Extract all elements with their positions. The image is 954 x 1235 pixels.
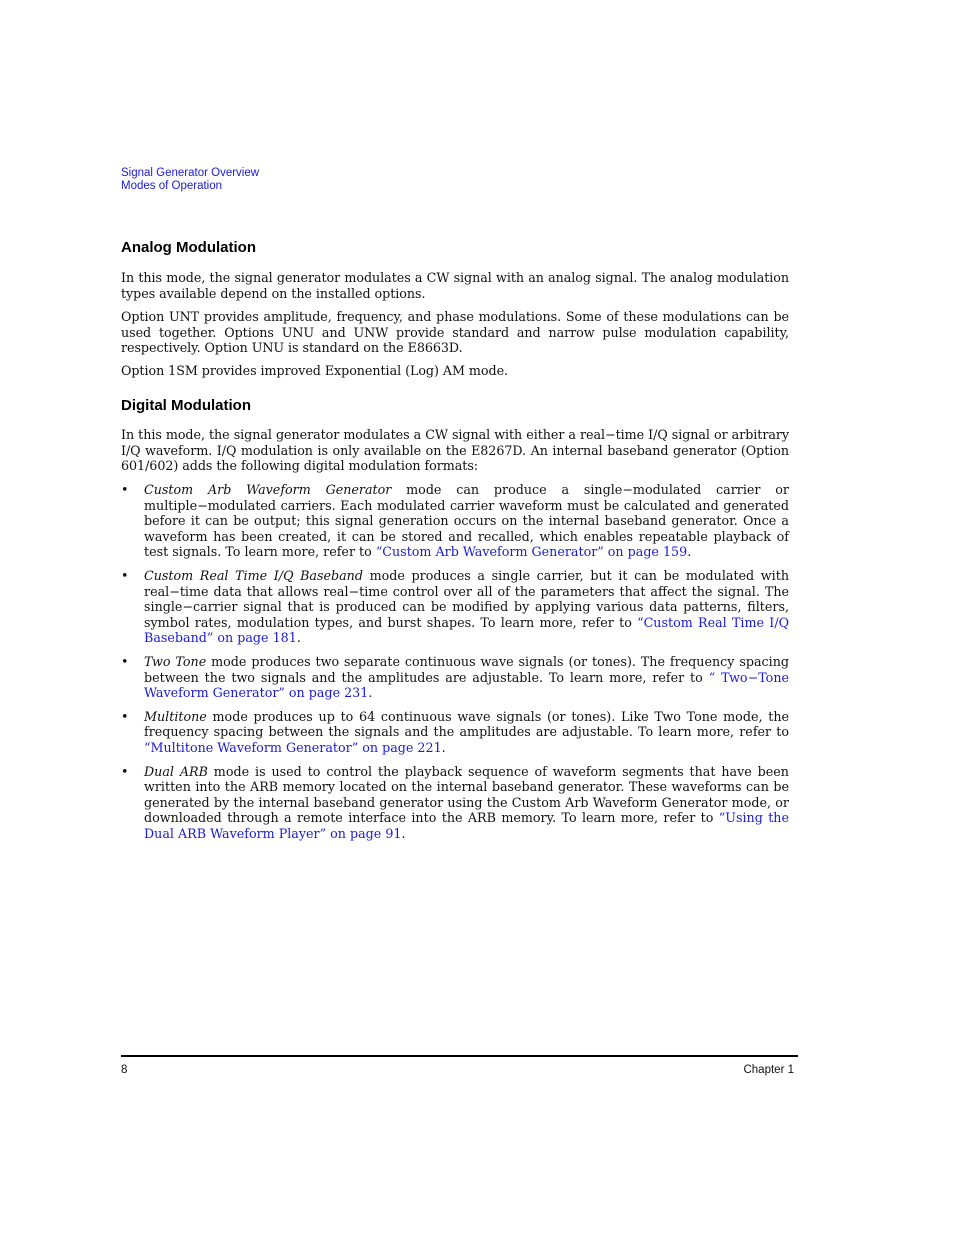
cross-reference-link[interactable]: “Custom Arb Waveform Generator” on page 159: [375, 544, 688, 560]
breadcrumb-link-modes[interactable]: Modes of Operation: [121, 180, 223, 192]
list-item: [121, 709, 789, 756]
bullet-icon: •: [121, 653, 129, 669]
list-item: [121, 654, 789, 701]
list-item: [121, 764, 789, 842]
bullet-icon: •: [121, 763, 129, 779]
sentence-end: .: [368, 685, 373, 701]
analog-section: [121, 239, 789, 257]
mode-term: Two Tone: [144, 653, 207, 669]
mode-description: mode produces two separate continuous wave signals (or tones). The frequency spacing between the two signals and the amplitudes are adjustable. To learn more, refer to: [144, 653, 789, 685]
mode-description: mode is used to control the playback sequence of waveform segments that have been written into the ARB memory located on the internal baseband generator. These waveforms can be generated by the internal baseband generator using the Custom Arb Waveform Generator mode, or downloaded through a remote interface into the ARB memory. To learn more, refer to: [144, 763, 789, 826]
digital-intro-block: [121, 427, 789, 474]
digital-section: [121, 397, 789, 415]
mode-term: Custom Arb Waveform Generator: [144, 482, 392, 497]
chapter-label: Chapter 1: [743, 1064, 794, 1076]
mode-term: Multitone: [144, 708, 207, 724]
sentence-end: .: [296, 630, 301, 646]
list-item: [121, 482, 789, 560]
sentence-end: .: [687, 544, 692, 560]
cross-reference-link[interactable]: “Using the Dual ARB Waveform Player” on page 91: [144, 810, 789, 841]
analog-paragraph-2: Option UNT provides amplitude, frequency, and phase modulations. Some of these modulations can be used together. Options UNU and UNW provide standard and narrow pulse modulation capability, respectively. Option UNU is standard on the E8663D.: [121, 309, 789, 356]
cross-reference-link[interactable]: “ Two−Tone Waveform Generator” on page 231: [144, 669, 789, 701]
analog-body-2: [121, 309, 789, 356]
list-item: [121, 568, 789, 646]
footer-rule: [121, 1055, 798, 1057]
sentence-end: .: [401, 825, 406, 841]
bullet-icon: •: [121, 482, 129, 497]
sentence-end: .: [441, 739, 446, 755]
mode-term: Custom Real Time I/Q Baseband: [144, 567, 363, 583]
cross-reference-link[interactable]: “Multitone Waveform Generator” on page 221: [144, 739, 442, 755]
mode-description: mode produces a single carrier, but it can be modulated with real−time data that allows real−time control over all of the parameters that affect the signal. The single−carrier signal that is produced can be modified by applying various data patterns, filters, symbol rates, modulation types, and burst shapes. To learn more, refer to: [144, 567, 789, 630]
mode-description: mode can produce a single−modulated carrier or multiple−modulated carriers. Each modulated carrier waveform must be calculated and generated before it can be output; this signal generation occurs on the internal baseband generator. Once a waveform has been created, it can be stored and recalled, which enables repeatable playback of test signals. To learn more, refer to: [144, 482, 789, 560]
analog-paragraph-3: Option 1SM provides improved Exponential (Log) AM mode.: [121, 363, 509, 378]
digital-bullets: [121, 482, 789, 849]
modulation-format-list: [121, 482, 789, 841]
page-number: 8: [121, 1064, 128, 1076]
digital-intro: In this mode, the signal generator modulates a CW signal with either a real−time I/Q signal or arbitrary I/Q waveform. I/Q modulation is only available on the E8267D. An internal baseband generator (Option 601/602) adds the following digital modulation formats:: [121, 427, 789, 474]
mode-term: Dual ARB: [144, 763, 208, 779]
cross-reference-link[interactable]: “Custom Real Time I/Q Baseband” on page 181: [144, 614, 789, 646]
digital-heading: Digital Modulation: [121, 397, 251, 414]
analog-paragraph-1: In this mode, the signal generator modulates a CW signal with an analog signal. The analog modulation types available depend on the installed options.: [121, 270, 789, 301]
bullet-icon: •: [121, 708, 129, 724]
analog-body-3: [121, 363, 789, 379]
breadcrumb-link-overview[interactable]: Signal Generator Overview: [121, 167, 260, 179]
bullet-icon: •: [121, 567, 129, 583]
breadcrumb: [121, 167, 259, 193]
analog-heading: Analog Modulation: [121, 239, 256, 256]
mode-description: mode produces up to 64 continuous wave signals (or tones). Like Two Tone mode, the frequency spacing between the signals and the amplitudes are adjustable. To learn more, refer to: [144, 708, 789, 740]
analog-body: [121, 270, 789, 301]
